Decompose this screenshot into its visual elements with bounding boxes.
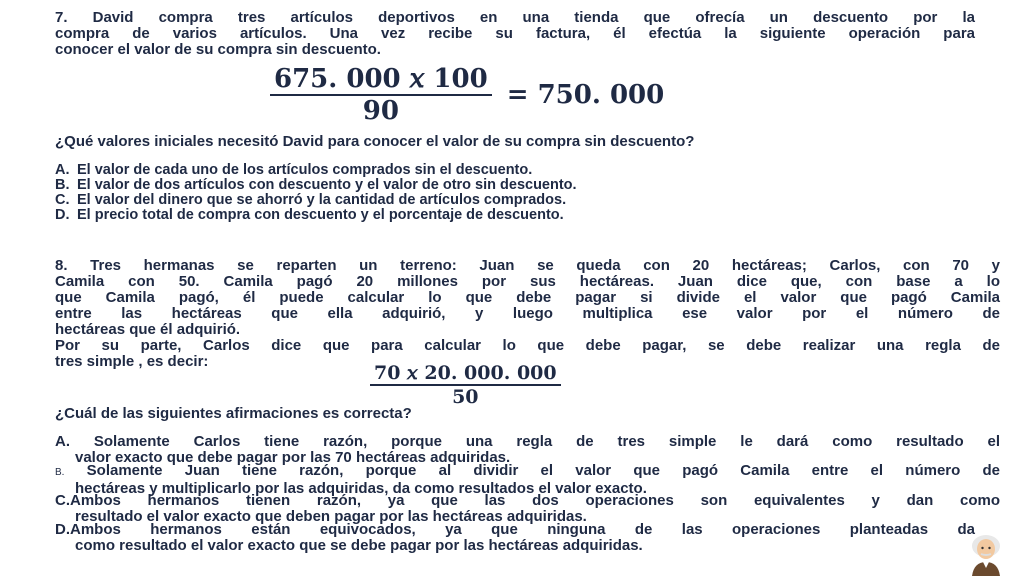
q8-line: 8. Tres hermanas se reparten un terreno: Juan se queda con 20 hectáreas; Carlos, con 70 y <box>55 257 1000 274</box>
option-letter: A. <box>55 433 70 450</box>
q7-statement <box>55 10 975 58</box>
q8-option-d[interactable] <box>55 522 975 554</box>
option-letter: C. <box>55 492 70 509</box>
einstein-avatar-icon <box>968 532 1004 576</box>
q7-line: conocer el valor de su compra sin descuento. <box>55 41 381 58</box>
option-letter: C. <box>55 192 70 208</box>
q8-denominator: 50 <box>452 386 479 408</box>
q7-option-a[interactable] <box>55 162 532 178</box>
q7-option-b[interactable] <box>55 177 577 193</box>
option-text: Solamente Carlos tiene razón, porque una regla de tres simple le dará como resultado el <box>93 433 1001 450</box>
option-text: resultado el valor exacto que deben pagar por las hectáreas adquiridas. <box>75 508 587 525</box>
q7-line: 7. David compra tres artículos deportivos en una tienda que ofrecía un descuento por la <box>55 9 975 26</box>
option-text: El precio total de compra con descuento y el porcentaje de descuento. <box>77 207 564 223</box>
q8-statement <box>55 258 1000 370</box>
option-text: valor exacto que debe pagar por las 70 hectáreas adquiridas. <box>75 449 511 466</box>
q8-line: que Camila pagó, él puede calcular lo que debe pagar si divide el valor que pagó Camila <box>55 289 1000 306</box>
q7-numerator: 675. 000 𝑥 100 <box>274 64 488 94</box>
q8-question: ¿Cuál de las siguientes afirmaciones es correcta? <box>55 405 412 422</box>
q8-fraction <box>370 362 561 408</box>
q8-line: entre las hectáreas que ella adquirió, y luego multiplica ese valor por el número de <box>55 305 1000 322</box>
q7-question: ¿Qué valores iniciales necesitó David para conocer el valor de su compra sin descuento? <box>55 133 695 150</box>
option-text: Ambos hermanos están equivocados, ya que ninguna de las operaciones planteadas da <box>70 521 975 538</box>
q7-denominator: 90 <box>362 96 399 126</box>
option-letter: D. <box>55 521 70 538</box>
option-letter: B. <box>55 467 65 478</box>
q7-option-c[interactable] <box>55 192 566 208</box>
q8-formula <box>370 362 561 408</box>
q8-line: Camila con 50. Camila pagó 20 millones por sus hectáreas. Juan dice que, con base a lo <box>55 273 1000 290</box>
option-letter: A. <box>55 162 70 178</box>
option-text: como resultado el valor exacto que se debe pagar por las hectáreas adquiridas. <box>75 537 643 554</box>
option-text: El valor de cada uno de los artículos comprados sin el descuento. <box>77 162 533 178</box>
q7-formula <box>270 64 664 126</box>
option-text: El valor de dos artículos con descuento y el valor de otro sin descuento. <box>77 177 577 193</box>
option-letter: D. <box>55 207 70 223</box>
q7-result: = 750. 000 <box>506 80 665 110</box>
option-text: El valor del dinero que se ahorró y la cantidad de artículos comprados. <box>77 192 567 208</box>
q8-line: tres simple , es decir: <box>55 353 209 370</box>
option-text: Solamente Juan tiene razón, porque al dividir el valor que pagó Camila entre el número de <box>86 462 1001 479</box>
option-letter: B. <box>55 177 70 193</box>
q8-numerator: 70 𝑥 20. 000. 000 <box>374 362 557 384</box>
q7-option-d[interactable] <box>55 207 564 223</box>
q8-line: Por su parte, Carlos dice que para calcular lo que debe pagar, se debe realizar una regla de <box>55 337 1000 354</box>
option-text: hectáreas y multiplicarlo por las adquiridas, da como resultados el valor exacto. <box>75 480 647 497</box>
q7-line: compra de varios artículos. Una vez recibe su factura, él efectúa la siguiente operación para <box>55 25 975 42</box>
q8-line: hectáreas que él adquirió. <box>55 321 241 338</box>
q7-fraction <box>270 64 492 126</box>
option-text: Ambos hermanos tienen razón, ya que las dos operaciones son equivalentes y dan como <box>70 492 1000 509</box>
